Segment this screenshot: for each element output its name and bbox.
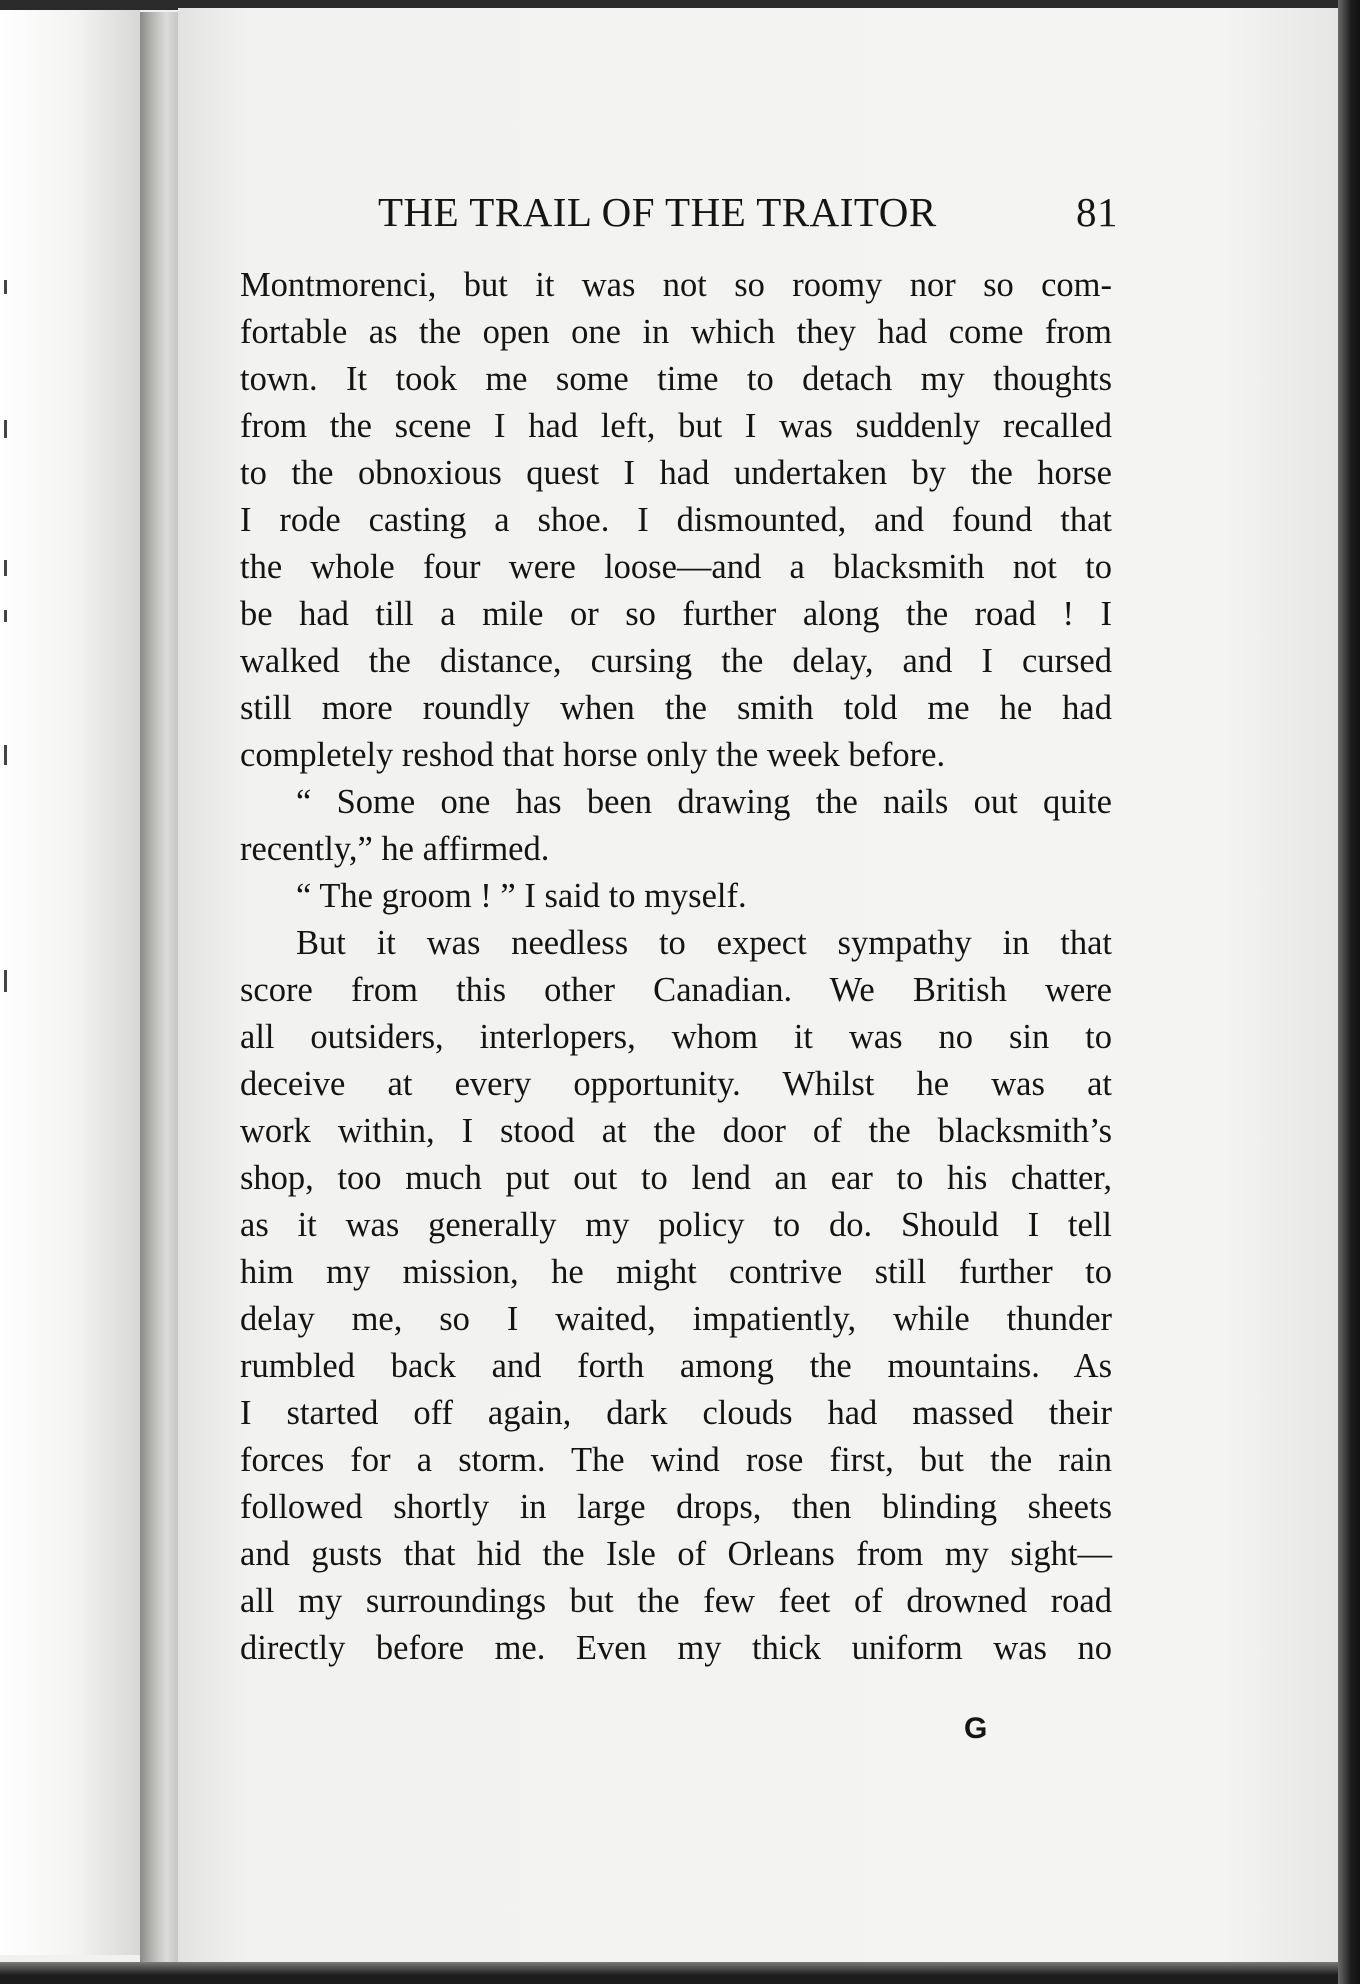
text-line: Montmorenci, but it was not so roomy nor so com- [240, 266, 1112, 304]
text-line: from the scene I had left, but I was suddenly recalled [240, 407, 1112, 445]
signature-mark: G [964, 1712, 988, 1745]
scan-bottom-edge [0, 1962, 1360, 1984]
text-line: the whole four were loose—and a blacksmith not to [240, 548, 1112, 586]
text-line: rumbled back and forth among the mountains. As [240, 1347, 1112, 1385]
scan-right-edge [1338, 0, 1360, 1984]
text-line: town. It took me some time to detach my thoughts [240, 360, 1112, 398]
text-line: I started off again, dark clouds had massed their [240, 1394, 1112, 1432]
text-line: and gusts that hid the Isle of Orleans from my sight— [240, 1535, 1112, 1573]
text-line: shop, too much put out to lend an ear to his chatter, [240, 1159, 1112, 1197]
text-line: as it was generally my policy to do. Should I tell [240, 1206, 1112, 1244]
text-line: still more roundly when the smith told me he had [240, 689, 1112, 727]
text-line: completely reshod that horse only the week before. [240, 736, 946, 774]
text-line: all outsiders, interlopers, whom it was no sin to [240, 1018, 1112, 1056]
running-head [378, 188, 1118, 248]
text-line: to the obnoxious quest I had undertaken by the horse [240, 454, 1112, 492]
text-line: recently,” he affirmed. [240, 830, 550, 868]
body-text [240, 262, 1112, 1672]
page-number: 81 [1076, 189, 1118, 235]
text-line: be had till a mile or so further along the road ! I [240, 595, 1112, 633]
text-line: “ The groom ! ” I said to myself. [296, 877, 747, 915]
text-line: forces for a storm. The wind rose first, but the rain [240, 1441, 1112, 1479]
text-line: directly before me. Even my thick uniform was no [240, 1629, 1112, 1667]
text-line: But it was needless to expect sympathy in that [296, 924, 1112, 962]
text-line: followed shortly in large drops, then blinding sheets [240, 1488, 1112, 1526]
text-line: all my surroundings but the few feet of drowned road [240, 1582, 1112, 1620]
facing-page-edge [0, 10, 140, 1955]
text-line: “ Some one has been drawing the nails out quite [296, 783, 1112, 821]
binding-gutter [140, 12, 178, 1962]
text-line: deceive at every opportunity. Whilst he was at [240, 1065, 1112, 1103]
text-line: delay me, so I waited, impatiently, while thunder [240, 1300, 1112, 1338]
text-line: I rode casting a shoe. I dismounted, and found that [240, 501, 1112, 539]
text-line: walked the distance, cursing the delay, and I cursed [240, 642, 1112, 680]
text-line: him my mission, he might contrive still further to [240, 1253, 1112, 1291]
text-line: score from this other Canadian. We British were [240, 971, 1112, 1009]
text-line: fortable as the open one in which they had come from [240, 313, 1112, 351]
running-title: THE TRAIL OF THE TRAITOR [378, 189, 937, 235]
text-line: work within, I stood at the door of the blacksmith’s [240, 1112, 1112, 1150]
